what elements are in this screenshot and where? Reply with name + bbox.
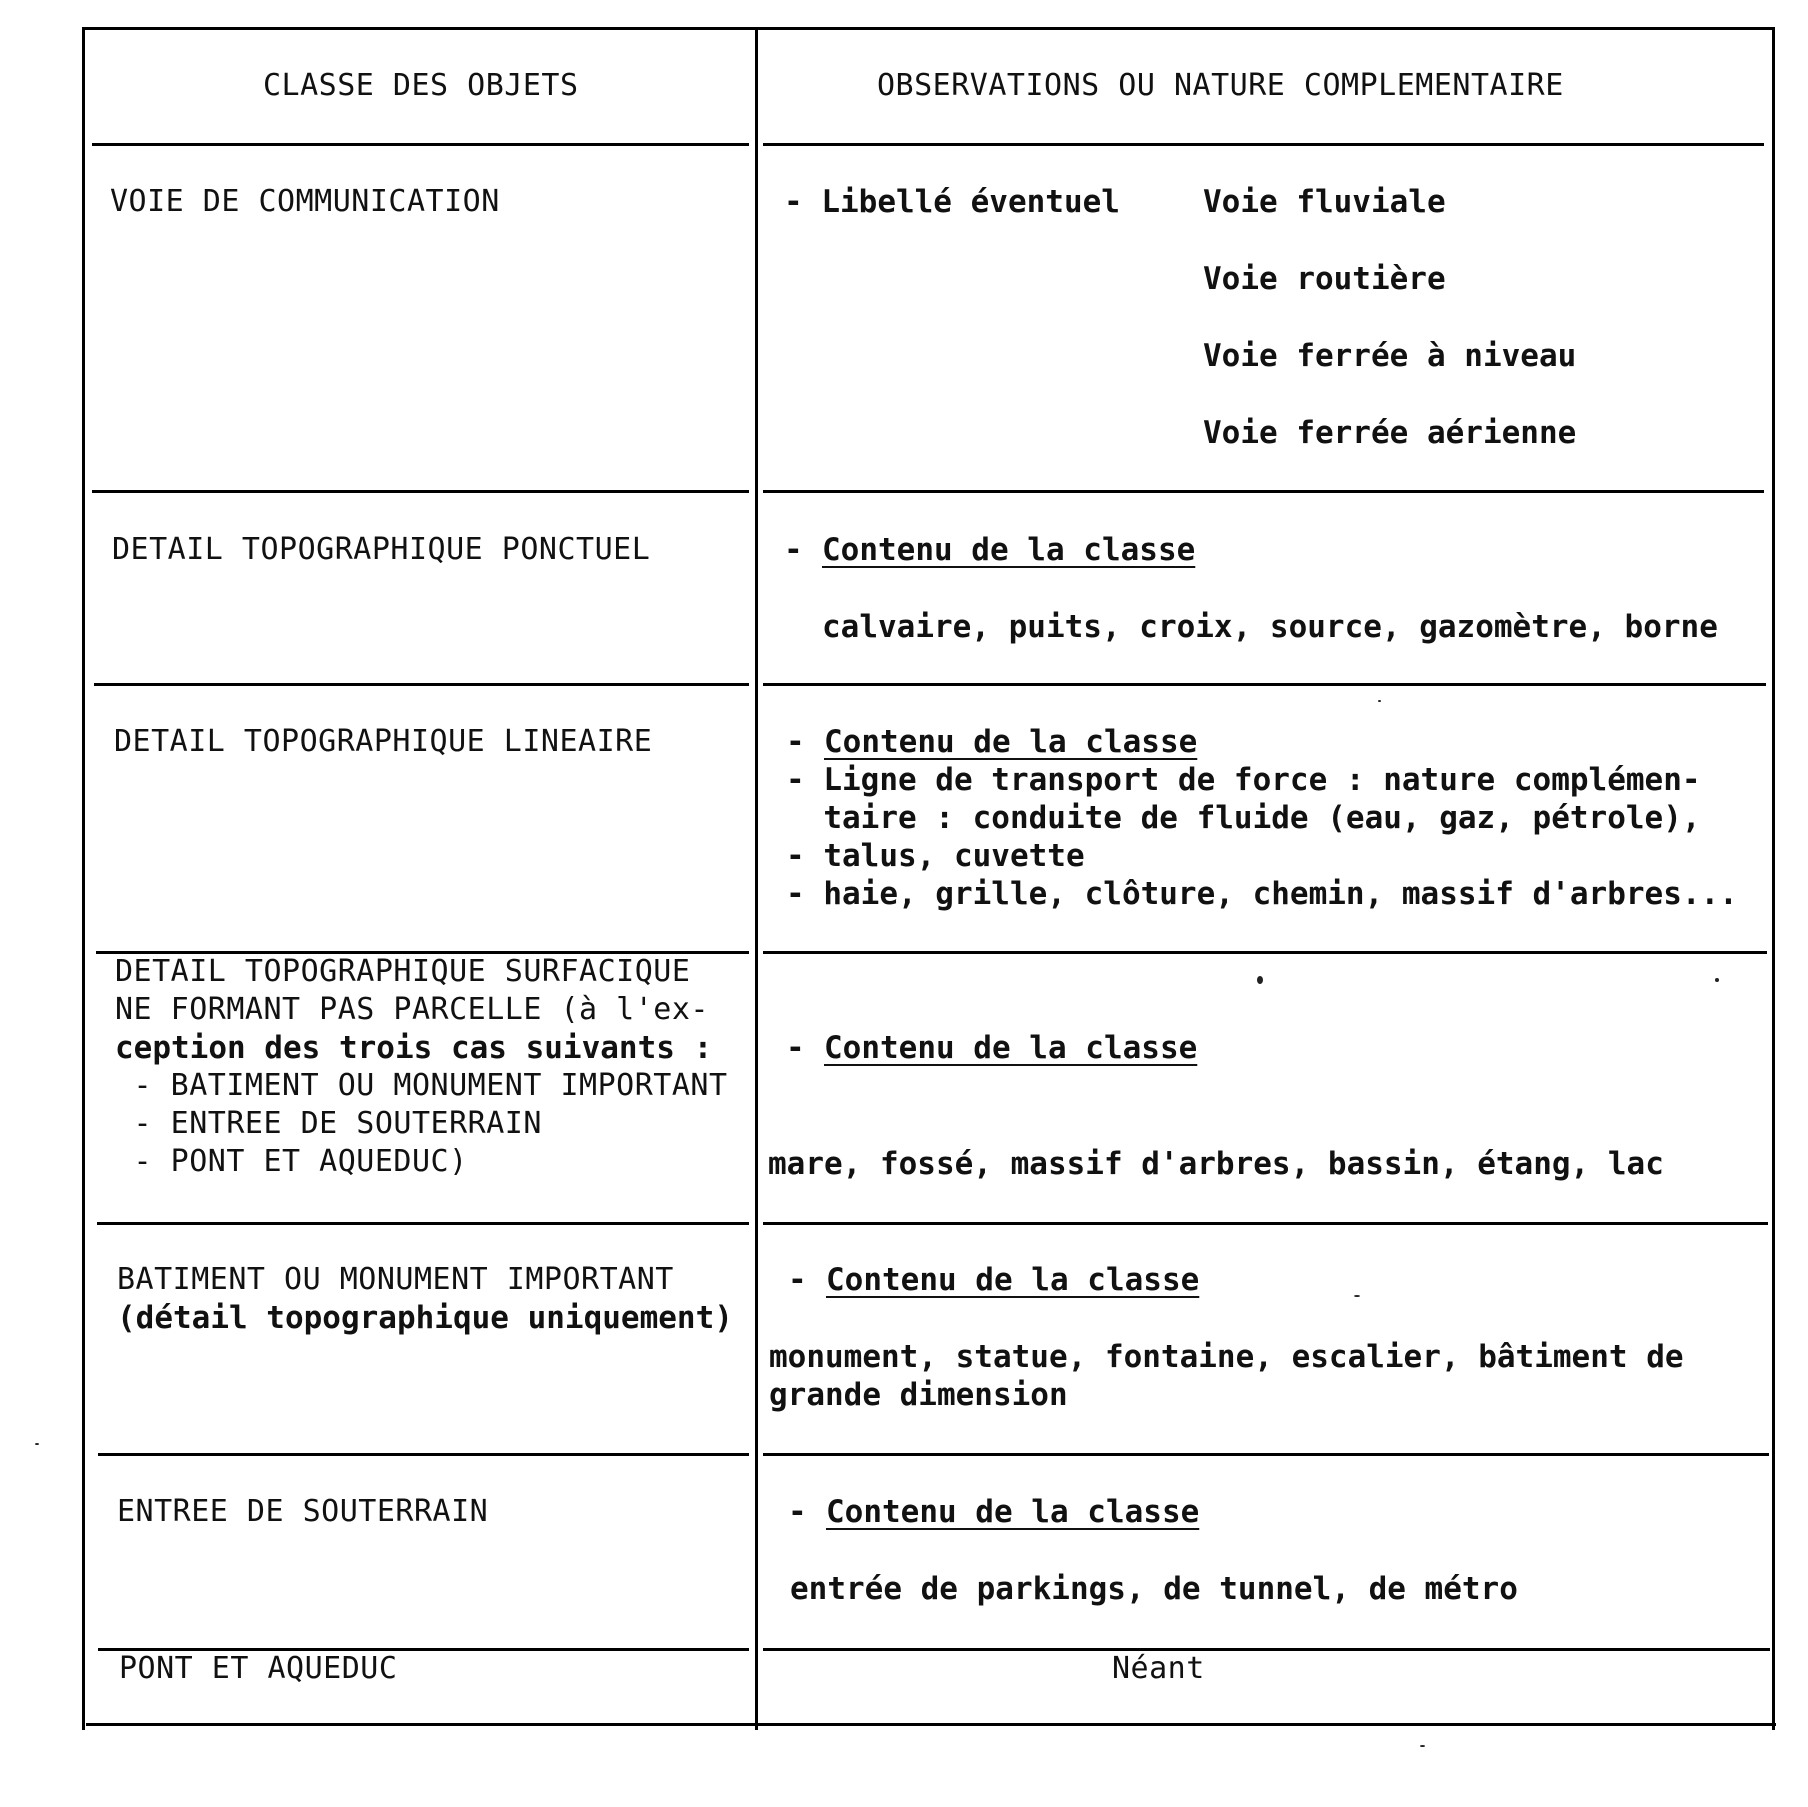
scan-speck bbox=[1354, 1295, 1360, 1297]
observation-heading: Contenu de la classe bbox=[822, 532, 1196, 568]
row-separator bbox=[763, 1648, 1770, 1651]
row-separator bbox=[763, 1453, 1769, 1456]
observation-line: - talus, cuvette bbox=[786, 838, 1085, 874]
table-row-classe-line: DETAIL TOPOGRAPHIQUE SURFACIQUE bbox=[115, 954, 691, 989]
table-border-left bbox=[82, 28, 85, 1730]
scan-speck bbox=[1257, 976, 1263, 984]
observation-dash: - bbox=[788, 1494, 826, 1530]
table-row-classe-line: BATIMENT OU MONUMENT IMPORTANT bbox=[117, 1262, 674, 1297]
observation-text: calvaire, puits, croix, source, gazomètre, borne bbox=[822, 609, 1718, 645]
row-separator bbox=[763, 143, 1764, 146]
observation-text: Néant bbox=[1112, 1651, 1205, 1686]
observation-line: monument, statue, fontaine, escalier, bâtiment de bbox=[769, 1339, 1684, 1375]
scan-speck bbox=[1378, 700, 1381, 702]
table-row-classe-line: (détail topographique uniquement) bbox=[117, 1300, 733, 1336]
observation-heading: Contenu de la classe bbox=[824, 1030, 1198, 1066]
scan-speck bbox=[1420, 1745, 1425, 1747]
row-separator bbox=[94, 683, 749, 686]
observation-text: entrée de parkings, de tunnel, de métro bbox=[790, 1571, 1518, 1607]
table-row-classe: DETAIL TOPOGRAPHIQUE LINEAIRE bbox=[114, 724, 653, 759]
table-row-classe-line: - BATIMENT OU MONUMENT IMPORTANT bbox=[115, 1068, 728, 1103]
list-item: Voie ferrée à niveau bbox=[1203, 338, 1577, 374]
table-column-divider bbox=[755, 28, 758, 1730]
observation-heading: Contenu de la classe bbox=[824, 724, 1198, 760]
table-row-observation: - Libellé éventuel bbox=[784, 184, 1120, 220]
observation-heading: Contenu de la classe bbox=[826, 1262, 1200, 1298]
list-item: Voie ferrée aérienne bbox=[1203, 415, 1577, 451]
table-row-classe: VOIE DE COMMUNICATION bbox=[110, 184, 500, 219]
row-separator bbox=[763, 951, 1767, 954]
observation-text: mare, fossé, massif d'arbres, bassin, étang, lac bbox=[768, 1146, 1664, 1182]
list-item: Voie fluviale bbox=[1203, 184, 1446, 220]
column-header-classe: CLASSE DES OBJETS bbox=[263, 68, 579, 103]
observation-line: - Ligne de transport de force : nature complémen- bbox=[786, 762, 1701, 798]
row-separator bbox=[97, 1222, 749, 1225]
observation-line: grande dimension bbox=[769, 1377, 1068, 1413]
list-item: Voie routière bbox=[1203, 261, 1446, 297]
scan-speck bbox=[35, 1443, 39, 1445]
table-border-right bbox=[1772, 28, 1775, 1730]
table-row-classe-line: NE FORMANT PAS PARCELLE (à l'ex- bbox=[115, 992, 709, 1027]
table-row-classe-line: - ENTREE DE SOUTERRAIN bbox=[115, 1106, 542, 1141]
table-row-classe: PONT ET AQUEDUC bbox=[119, 1651, 398, 1686]
row-separator bbox=[98, 1453, 749, 1456]
row-separator bbox=[92, 143, 749, 146]
row-separator bbox=[763, 490, 1764, 493]
observation-line: - haie, grille, clôture, chemin, massif d'arbres... bbox=[786, 876, 1738, 912]
table-border-top bbox=[82, 27, 1775, 30]
observation-dash: - bbox=[786, 724, 824, 760]
observation-heading: Contenu de la classe bbox=[826, 1494, 1200, 1530]
table-row-classe: ENTREE DE SOUTERRAIN bbox=[117, 1494, 489, 1529]
scan-speck bbox=[1715, 978, 1719, 982]
observation-dash: - bbox=[788, 1262, 826, 1298]
table-row-classe-line: - PONT ET AQUEDUC) bbox=[115, 1144, 468, 1179]
table-row-classe: DETAIL TOPOGRAPHIQUE PONCTUEL bbox=[112, 532, 651, 567]
table-border-bottom bbox=[86, 1723, 1776, 1726]
observation-dash: - bbox=[786, 1030, 824, 1066]
observation-dash: - bbox=[784, 532, 822, 568]
column-header-observations: OBSERVATIONS OU NATURE COMPLEMENTAIRE bbox=[877, 68, 1564, 103]
row-separator bbox=[92, 490, 749, 493]
row-separator bbox=[763, 683, 1766, 686]
table-row-classe-line: ception des trois cas suivants : bbox=[115, 1030, 713, 1066]
row-separator bbox=[763, 1222, 1768, 1225]
observation-line: taire : conduite de fluide (eau, gaz, pétrole), bbox=[786, 800, 1701, 836]
